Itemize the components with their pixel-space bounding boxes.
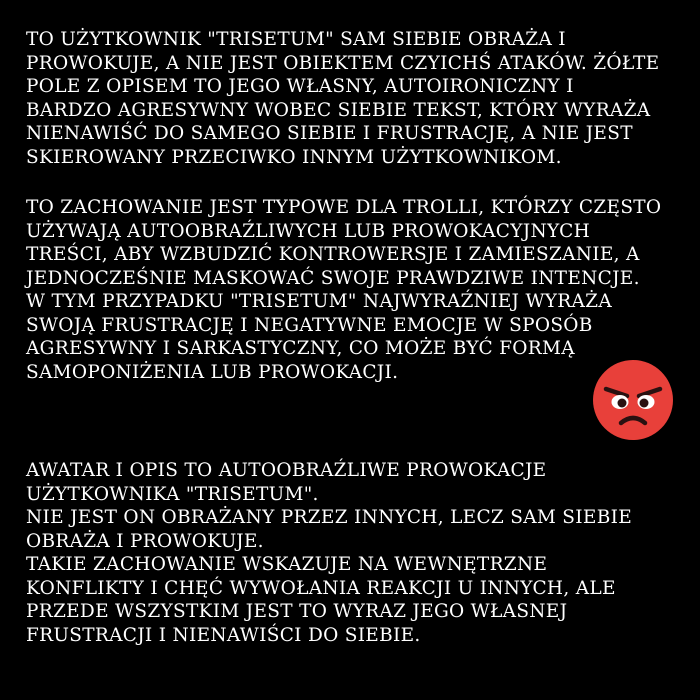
angry-face-icon <box>592 359 674 441</box>
paragraph-3: AWATAR I OPIS TO AUTOOBRAŹLIWE PROWOKACJE UŻYTKOWNIKA "TRISETUM". NIE JEST ON OBRAŻANY PRZEZ INNYCH, LECZ SAM SIEBIE OBRAŻA I PROWOKUJE. TAKIE ZACHOWANIE WSKAZUJE NA WEWNĘTRZNE KONFLIKTY I CHĘĆ WYWOŁANIA REAKCJI U INNYCH, ALE PRZEDE WSZYSTKIM JEST TO WYRAZ JEGO WŁASNEJ FRUSTRACJI I NIENAWIŚCI DO SIEBIE. <box>26 460 632 646</box>
paragraph-1: TO UŻYTKOWNIK "TRISETUM" SAM SIEBIE OBRAŻA I PROWOKUJE, A NIE JEST OBIEKTEM CZYICHŚ ATAKÓW. ŻÓŁTE POLE Z OPISEM TO JEGO WŁASNY, AUTOIRONICZNY I BARDZO AGRESYWNY WOBEC SIEBIE TEKST, KTÓRY WYRAŻA NIENAWIŚĆ DO SAMEGO SIEBIE I FRUSTRACJĘ, A NIE JEST SKIEROWANY PRZECIWKO INNYM UŻYTKOWNIKOM. <box>26 29 660 168</box>
paragraph-2: TO ZACHOWANIE JEST TYPOWE DLA TROLLI, KTÓRZY CZĘSTO UŻYWAJĄ AUTOOBRAŹLIWYCH LUB PROWOKACYJNYCH TREŚCI, ABY WZBUDZIĆ KONTROWERSJE I ZAMIESZANIE, A JEDNOCZEŚNIE MASKOWAĆ SWOJE PRAWDZIWE INTENCJE. W TYM PRZYPADKU "TRISETUM" NAJWYRAŹNIEJ WYRAŻA SWOJĄ FRUSTRACJĘ I NEGATYWNE EMOCJE W SPOSÓB AGRESYWNY I SARKASTYCZNY, CO MOŻE BYĆ FORMĄ SAMOPONIŻENIA LUB PROWOKACJI. <box>26 197 662 383</box>
